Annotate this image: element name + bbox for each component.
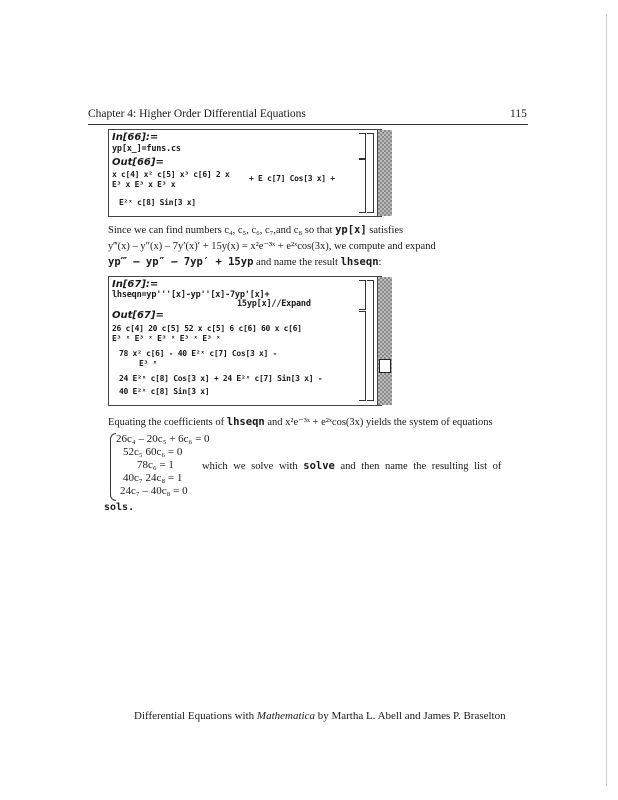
page-edge-line <box>606 14 607 786</box>
notebook-window-67 <box>108 276 382 406</box>
cell-bracket-in-66[interactable] <box>359 133 366 159</box>
output-66-line1: x c[4] x² c[5] x³ c[6] 2 x <box>112 170 230 179</box>
header-rule <box>88 124 528 125</box>
solve-code: solve <box>303 460 335 472</box>
page-number: 115 <box>510 108 527 120</box>
out-label-67: Out[67]= <box>112 310 164 321</box>
system-trailing-text: which we solve with solve and then name the resulting list of <box>202 460 502 472</box>
cell-bracket-in-67[interactable] <box>359 280 366 310</box>
equation-2: 52c₅ 60c₆ = 0 <box>123 446 183 458</box>
cell-bracket-out-66[interactable] <box>359 159 366 213</box>
scrollbar-67[interactable] <box>377 277 392 405</box>
in-label-67: In[67]:= <box>112 279 159 290</box>
equation-1: 26c₄ – 20c₅ + 6c₆ = 0 <box>116 433 210 445</box>
para1-line1: Since we can find numbers c₄, c₅, c₆, c₇,and c₈ so that yp[x] satisfies <box>108 224 404 236</box>
notebook-window-66 <box>108 129 382 217</box>
output-67-row2: 78 x² c[6] - 40 E²ˣ c[7] Cos[3 x] - <box>119 349 278 358</box>
para2-line: Equating the coefficients of lhseqn and x²e⁻³ˣ + e²ˣcos(3x) yields the system of equations <box>108 416 493 428</box>
sols-code: sols. <box>104 502 135 513</box>
chapter-title: Chapter 4: Higher Order Differential Equations <box>88 108 306 120</box>
output-67-row2-den: E³ ˣ <box>139 359 158 368</box>
para1-line2: y‴(x) – y″(x) – 7y′(x)′ + 15y(x) = x²e⁻³ˣ + e²ˣcos(3x), we compute and expand <box>108 241 436 252</box>
out-label-66: Out[66]= <box>112 157 164 168</box>
input-67-line1[interactable]: lhseqn=yp'''[x]-yp''[x]-7yp'[x]+ <box>112 290 270 300</box>
output-66-line2: E²ˣ c[8] Sin[3 x] <box>119 198 196 207</box>
equation-3: 78c₆ = 1 <box>137 459 174 471</box>
cell-bracket-out-67[interactable] <box>359 311 366 401</box>
output-66-denoms: E³ x E³ x E³ x <box>112 180 176 189</box>
group-bracket-66[interactable] <box>367 133 374 213</box>
yp-x-code: yp[x] <box>335 224 367 236</box>
output-67-row1: 26 c[4] 20 c[5] 52 x c[5] 6 c[6] 60 x c[6] <box>112 324 302 333</box>
para1-line3: yp‴ – yp″ – 7yp′ + 15yp and name the result lhseqn: <box>108 256 382 268</box>
lhseqn-code-2: lhseqn <box>226 416 265 428</box>
scrollbar-thumb-67[interactable] <box>379 359 391 373</box>
output-66-line1-tail: + E c[7] Cos[3 x] + <box>249 174 335 183</box>
in-label-66: In[66]:= <box>112 132 159 143</box>
equation-5: 24c₇ – 40c₈ = 0 <box>120 485 188 497</box>
input-66[interactable]: yp[x_]=funs.cs <box>112 144 181 154</box>
output-67-row4: 40 E²ˣ c[8] Sin[3 x] <box>119 387 210 396</box>
footer-book-title: Mathematica <box>256 710 315 722</box>
input-67-line2[interactable]: 15yp[x]//Expand <box>237 299 311 309</box>
scrollbar-66[interactable] <box>377 130 392 216</box>
lhseqn-code: lhseqn <box>340 256 379 268</box>
output-67-row3: 24 E²ˣ c[8] Cos[3 x] + 24 E²ˣ c[7] Sin[3 x] - <box>119 374 323 383</box>
output-67-row1-den: E³ ˣ E³ ˣ E³ ˣ E³ ˣ E³ ˣ <box>112 334 221 343</box>
group-bracket-67[interactable] <box>367 280 374 401</box>
derivative-expression: yp‴ – yp″ – 7yp′ + 15yp <box>108 256 254 268</box>
equation-4: 40c₇ 24c₈ = 1 <box>123 472 183 484</box>
footer-citation: Differential Equations with Mathematica by Martha L. Abell and James P. Braselton <box>134 710 506 722</box>
